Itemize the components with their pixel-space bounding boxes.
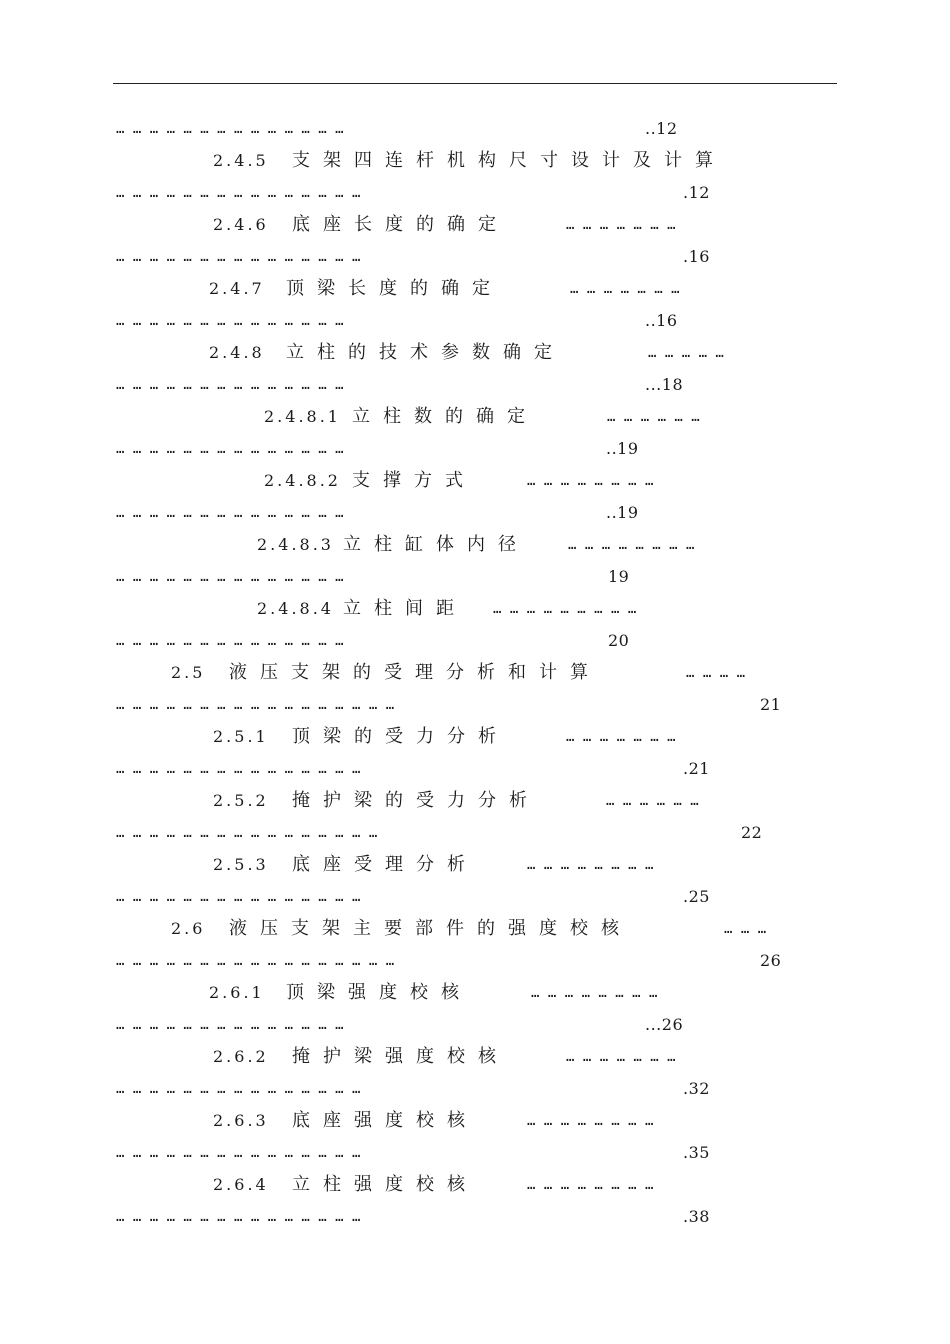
leader-dots: … … … … … … … xyxy=(566,729,676,745)
toc-continuation-line xyxy=(0,306,950,336)
section-number: 2.4.8.4 xyxy=(257,599,334,618)
toc-continuation-line xyxy=(0,178,950,208)
leader-dots: … … … … … … … … … … … … … … … … … xyxy=(116,697,395,713)
leader-dots: … … … … … … … xyxy=(570,281,680,297)
section-title: 底座长度的确定 xyxy=(292,214,509,235)
toc-entry[interactable] xyxy=(0,402,950,432)
toc-entry[interactable] xyxy=(0,978,950,1008)
toc-continuation-line xyxy=(0,242,950,272)
toc-continuation-line xyxy=(0,1138,950,1168)
leader-dots: … … … … … … … … … … … … … … xyxy=(116,569,344,585)
section-title: 掩护梁强度校核 xyxy=(292,1046,509,1067)
section-number: 2.4.7 xyxy=(209,279,265,298)
leader-dots: … … … … … … … … … … … … … … … xyxy=(116,1081,361,1097)
section-title: 底座受理分析 xyxy=(292,854,478,875)
toc-entry[interactable] xyxy=(0,210,950,240)
section-number: 2.5.3 xyxy=(213,855,269,874)
section-title: 立柱间距 xyxy=(343,598,467,619)
toc-continuation-line xyxy=(0,498,950,528)
section-number: 2.5.2 xyxy=(213,791,269,810)
leader-dots: … … … … … … … … xyxy=(568,537,695,553)
section-title: 掩护梁的受力分析 xyxy=(292,790,540,811)
toc-continuation-line xyxy=(0,114,950,144)
leader-dots: … … … … … … … … … … … … … … … … … xyxy=(116,953,395,969)
toc-continuation-line xyxy=(0,370,950,400)
leader-dots: … … … … … … … … … … … … … … xyxy=(116,313,344,329)
page-number[interactable]: ..19 xyxy=(606,439,639,458)
page-number[interactable]: 22 xyxy=(741,823,763,842)
leader-dots: … … … … … … … … … … … … … … … xyxy=(116,761,361,777)
page-number[interactable]: ..12 xyxy=(645,119,678,138)
leader-dots: … … … … … … … … … … … … … … xyxy=(116,633,344,649)
section-title: 液压支架主要部件的强度校核 xyxy=(229,918,632,939)
leader-dots: … … … … … … … … … … … … … … … … xyxy=(116,825,378,841)
toc-entry[interactable] xyxy=(0,146,950,176)
page-number[interactable]: 26 xyxy=(760,951,782,970)
leader-dots: … … … … … … xyxy=(607,409,700,425)
leader-dots: … … … … … … xyxy=(606,793,699,809)
section-number: 2.4.5 xyxy=(213,151,269,170)
toc-entry[interactable] xyxy=(0,786,950,816)
leader-dots: … … … … … xyxy=(648,345,724,361)
page-number[interactable]: .35 xyxy=(683,1143,710,1162)
leader-dots: … … … xyxy=(724,921,767,937)
leader-dots: … … … … … … … … … xyxy=(493,601,637,617)
toc-continuation-line xyxy=(0,882,950,912)
section-number: 2.6.4 xyxy=(213,1175,269,1194)
section-number: 2.4.8 xyxy=(209,343,265,362)
section-number: 2.5 xyxy=(171,663,206,682)
section-number: 2.4.8.3 xyxy=(257,535,334,554)
leader-dots: … … … … … … … … … … … … … … … xyxy=(116,889,361,905)
toc-entry[interactable] xyxy=(0,274,950,304)
section-title: 顶梁长度的确定 xyxy=(286,278,503,299)
section-title: 立柱强度校核 xyxy=(292,1174,478,1195)
section-title: 顶梁强度校核 xyxy=(286,982,472,1003)
section-title: 立柱缸体内径 xyxy=(343,534,529,555)
section-number: 2.6.3 xyxy=(213,1111,269,1130)
section-number: 2.5.1 xyxy=(213,727,269,746)
leader-dots: … … … … … … … … … … … … … … xyxy=(116,441,344,457)
leader-dots: … … … … … … … … xyxy=(527,1113,654,1129)
page-number[interactable]: 20 xyxy=(608,631,630,650)
page-number[interactable]: ...26 xyxy=(645,1015,684,1034)
toc-entry[interactable] xyxy=(0,466,950,496)
page-number[interactable]: ..16 xyxy=(645,311,678,330)
toc-continuation-line xyxy=(0,1202,950,1232)
toc-entry[interactable] xyxy=(0,722,950,752)
toc-continuation-line xyxy=(0,690,950,720)
leader-dots: … … … … … … … … … … … … … … … xyxy=(116,1209,361,1225)
section-number: 2.6.1 xyxy=(209,983,265,1002)
toc-entry[interactable] xyxy=(0,658,950,688)
section-number: 2.4.8.2 xyxy=(264,471,341,490)
section-number: 2.6 xyxy=(171,919,206,938)
leader-dots: … … … … … … … … xyxy=(527,857,654,873)
leader-dots: … … … … … … … … … … … … … … … xyxy=(116,1145,361,1161)
toc-continuation-line xyxy=(0,562,950,592)
section-number: 2.4.6 xyxy=(213,215,269,234)
leader-dots: … … … … … … … … xyxy=(527,1177,654,1193)
leader-dots: … … … … … … … … … … … … … … xyxy=(116,377,344,393)
leader-dots: … … … … … … … … … … … … … … xyxy=(116,505,344,521)
page-number[interactable]: .32 xyxy=(683,1079,710,1098)
section-title: 立柱的技术参数确定 xyxy=(286,342,565,363)
leader-dots: … … … … … … … … … … … … … … … xyxy=(116,249,361,265)
page-number[interactable]: 19 xyxy=(608,567,630,586)
leader-dots: … … … … … … … xyxy=(566,1049,676,1065)
toc-continuation-line xyxy=(0,754,950,784)
page-number[interactable]: .38 xyxy=(683,1207,710,1226)
page-number[interactable]: .25 xyxy=(683,887,710,906)
toc-entry[interactable] xyxy=(0,1170,950,1200)
section-number: 2.6.2 xyxy=(213,1047,269,1066)
page-number[interactable]: .21 xyxy=(683,759,710,778)
section-title: 支架四连杆机构尺寸设计及计算 xyxy=(292,150,726,171)
toc-entry[interactable] xyxy=(0,594,950,624)
header-rule xyxy=(113,83,837,84)
toc-continuation-line xyxy=(0,818,950,848)
toc-continuation-line xyxy=(0,1074,950,1104)
toc-entry[interactable] xyxy=(0,850,950,880)
page-number[interactable]: ...18 xyxy=(645,375,684,394)
section-title: 底座强度校核 xyxy=(292,1110,478,1131)
section-number: 2.4.8.1 xyxy=(264,407,341,426)
leader-dots: … … … … xyxy=(686,665,746,681)
leader-dots: … … … … … … … xyxy=(566,217,676,233)
toc-continuation-line xyxy=(0,626,950,656)
page-number[interactable]: ..19 xyxy=(606,503,639,522)
section-title: 顶梁的受力分析 xyxy=(292,726,509,747)
toc-entry[interactable] xyxy=(0,530,950,560)
leader-dots: … … … … … … … … … … … … … … … xyxy=(116,185,361,201)
section-title: 支撑方式 xyxy=(352,470,476,491)
page-number[interactable]: .16 xyxy=(683,247,710,266)
toc-continuation-line xyxy=(0,434,950,464)
toc-entry[interactable] xyxy=(0,338,950,368)
page-number[interactable]: 21 xyxy=(760,695,782,714)
section-title: 立柱数的确定 xyxy=(352,406,538,427)
toc-continuation-line xyxy=(0,946,950,976)
leader-dots: … … … … … … … … … … … … … … xyxy=(116,1017,344,1033)
page-number[interactable]: .12 xyxy=(683,183,710,202)
leader-dots: … … … … … … … … xyxy=(527,473,654,489)
toc-entry[interactable] xyxy=(0,1042,950,1072)
toc-entry[interactable] xyxy=(0,1106,950,1136)
leader-dots: … … … … … … … … xyxy=(531,985,658,1001)
section-title: 液压支架的受理分析和计算 xyxy=(229,662,601,683)
toc-continuation-line xyxy=(0,1010,950,1040)
leader-dots: … … … … … … … … … … … … … … xyxy=(116,121,344,137)
toc-entry[interactable] xyxy=(0,914,950,944)
